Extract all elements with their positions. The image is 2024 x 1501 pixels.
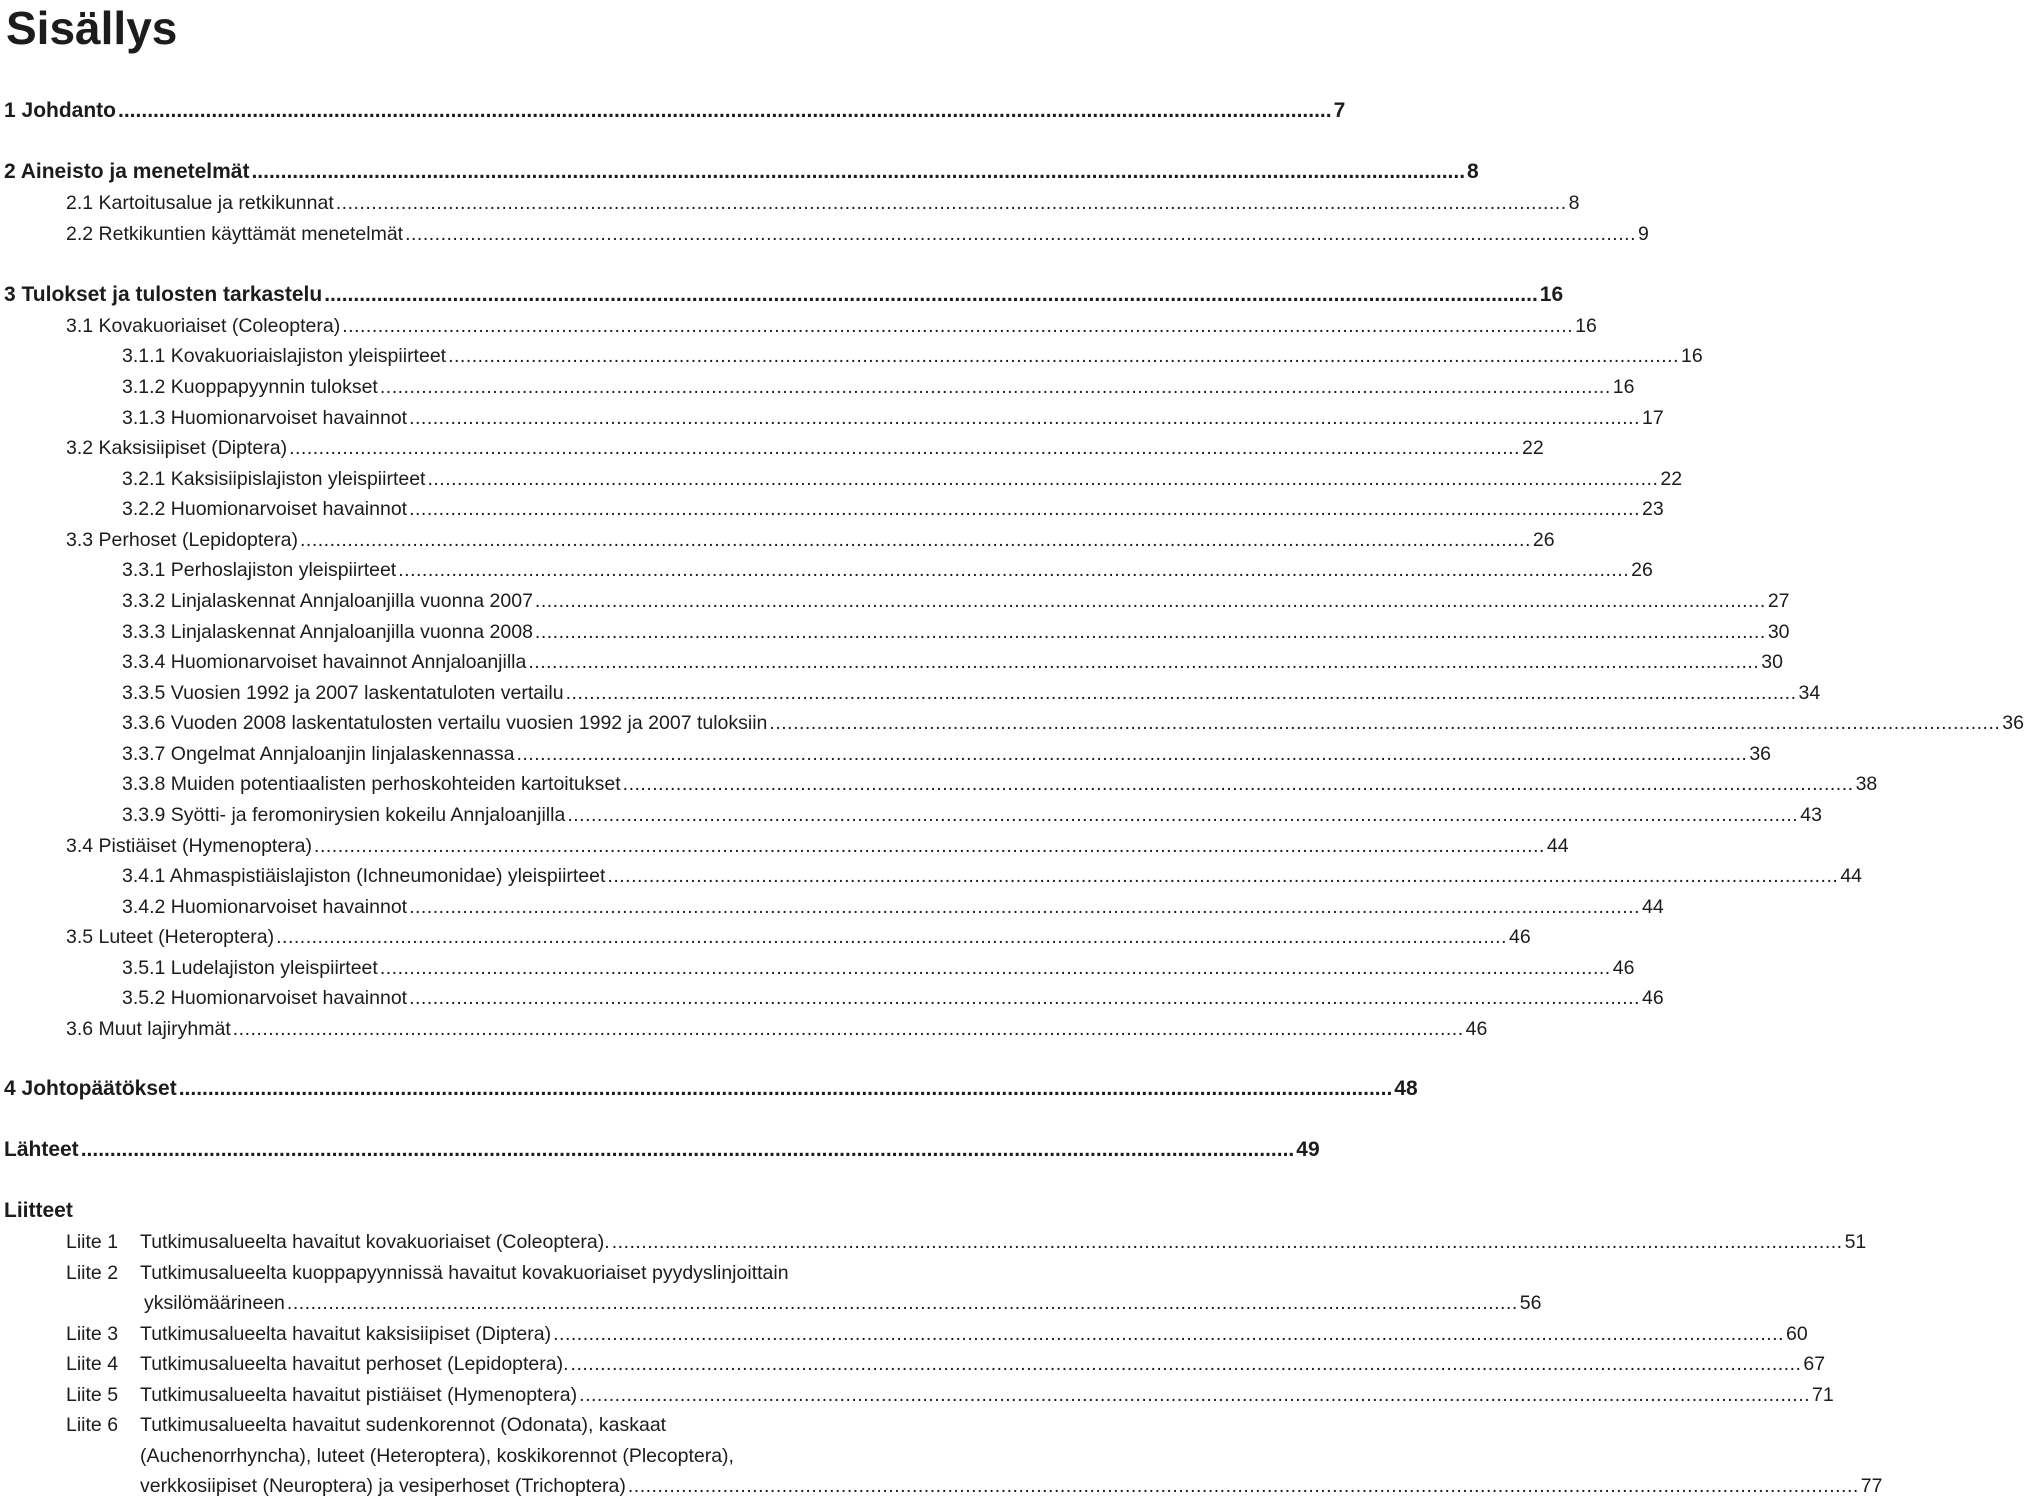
toc-entry-title: 3.3.2 Linjalaskennat Annjaloanjilla vuonna 2007 [122,590,533,612]
toc-entry[interactable] [122,555,1653,585]
toc-entry-page: 36 [1749,743,1772,765]
toc-leader-dots: ................................................................................................................................................................................................................ [409,896,1640,918]
toc-entry-title: 3 Tulokset ja tulosten tarkastelu [4,283,323,306]
toc-leader-dots: ................................................................................................................................................................................................................ [335,192,1567,214]
toc-entry-page: 23 [1641,498,1664,520]
appendix-entry[interactable] [66,1319,1808,1349]
toc-entry[interactable] [122,892,1664,922]
appendix-entry[interactable] [140,1471,1883,1501]
toc-leader-dots: ................................................................................................................................................................................................................ [567,804,1799,826]
toc-leader-dots: ................................................................................................................................................................................................................ [579,1384,1811,1406]
toc-leader-dots: ................................................................................................................................................................................................................ [448,345,1679,367]
toc-entry-page: 44 [1546,835,1569,857]
toc-entry-title: 3.5.2 Huomionarvoiset havainnot [122,987,408,1009]
toc-entry[interactable] [4,1074,1418,1104]
toc-entry-page: 22 [1521,437,1544,459]
toc-entry-page: 16 [1539,283,1564,306]
toc-entry-page: 26 [1532,529,1555,551]
toc-entry-title: 3.3.6 Vuoden 2008 laskentatulosten vertailu vuosien 1992 ja 2007 tuloksiin [122,712,768,734]
appendix-title: Tutkimusalueelta kuoppapyynnissä havaitut kovakuoriaiset pyydyslinjoittain [140,1262,789,1284]
appendix-entry[interactable] [66,1227,1867,1257]
toc-entry[interactable] [66,1014,1488,1044]
toc-leader-dots: ................................................................................................................................................................................................................ [118,99,1332,122]
appendix-entry[interactable] [66,1349,1826,1379]
toc-leader-dots: ................................................................................................................................................................................................................ [534,590,1766,612]
toc-entry-title: 2.2 Retkikuntien käyttämät menetelmät [66,223,404,245]
toc-entry[interactable] [122,739,1772,769]
toc-entry-page: 8 [1467,160,1479,183]
toc-leader-dots: ................................................................................................................................................................................................................ [289,437,1520,459]
toc-entry-title: 3.2 Kaksisiipiset (Diptera) [66,437,288,459]
appendix-title-continued: verkkosiipiset (Neuroptera) ja vesiperhoset (Trichoptera) [140,1475,626,1497]
appendix-title: Tutkimusalueelta havaitut perhoset (Lepidoptera). [140,1353,569,1375]
appendix-entry-first-line[interactable] [66,1410,666,1440]
toc-leader-dots: ................................................................................................................................................................................................................ [379,957,1611,979]
toc-entry[interactable] [122,372,1635,402]
toc-entry[interactable] [122,800,1822,830]
toc-entry[interactable] [66,525,1555,555]
toc-leader-dots: ................................................................................................................................................................................................................ [251,160,1466,183]
toc-entry[interactable] [122,678,1821,708]
appendix-label: Liite 5 [66,1384,119,1406]
toc-entry-title: 4 Johtopäätökset [4,1077,177,1100]
toc-entry-title: 3.3.4 Huomionarvoiset havainnot Annjaloanjilla [122,651,527,673]
toc-entry-page: 9 [1637,223,1649,245]
toc-leader-dots: ................................................................................................................................................................................................................ [405,223,1636,245]
appendix-title-continued: yksilömäärineen [144,1292,285,1314]
toc-leader-dots: ................................................................................................................................................................................................................ [627,1475,1859,1497]
toc-entry[interactable] [66,188,1580,218]
toc-entry-title: 3.3.7 Ongelmat Annjaloanjin linjalaskennassa [122,743,515,765]
toc-leader-dots: ................................................................................................................................................................................................................ [622,773,1854,795]
toc-leader-dots: ................................................................................................................................................................................................................ [409,407,1640,429]
toc-leader-dots: ................................................................................................................................................................................................................ [232,1018,1464,1040]
toc-leader-dots: ................................................................................................................................................................................................................ [528,651,1760,673]
toc-entry[interactable] [122,464,1683,494]
toc-entry-page: 26 [1631,559,1653,581]
toc-entry-title: 1 Johdanto [4,99,117,122]
toc-entry[interactable] [66,831,1569,861]
toc-entry-title: Lähteet [4,1138,79,1161]
toc-leader-dots: ................................................................................................................................................................................................................ [611,1231,1843,1253]
toc-entry-title: 3.3.1 Perhoslajiston yleispiirteet [122,559,397,581]
toc-entry-page: 17 [1641,407,1664,429]
toc-entry-page: 27 [1767,590,1790,612]
toc-entry-title: 2.1 Kartoitusalue ja retkikunnat [66,192,334,214]
toc-entry-title: 3.4 Pistiäiset (Hymenoptera) [66,835,313,857]
toc-entry-page: 46 [1641,987,1664,1009]
appendix-title: Tutkimusalueelta havaitut kovakuoriaiset (Coleoptera). [140,1231,610,1253]
toc-entry-page: 30 [1767,621,1790,643]
appendix-title: Tutkimusalueelta havaitut kaksisiipiset (Diptera) [140,1323,552,1345]
appendix-label: Liite 1 [66,1231,119,1253]
toc-entry-title: 3.3.3 Linjalaskennat Annjaloanjilla vuonna 2008 [122,621,533,643]
toc-entry-page: 49 [1296,1138,1320,1161]
appendix-entry-middle-line [140,1441,734,1471]
appendix-page: 60 [1786,1323,1808,1345]
toc-entry[interactable] [66,311,1597,341]
appendix-entry[interactable] [144,1288,1542,1318]
toc-entry-title: 3.1 Kovakuoriaiset (Coleoptera) [66,315,341,337]
toc-leader-dots: ................................................................................................................................................................................................................ [565,682,1797,704]
appendix-label: Liite 6 [66,1414,119,1436]
toc-leader-dots: ................................................................................................................................................................................................................ [534,621,1766,643]
toc-entry[interactable] [122,983,1664,1013]
toc-leader-dots: ................................................................................................................................................................................................................ [379,376,1611,398]
appendix-label: Liite 2 [66,1262,119,1284]
toc-entry-title: 3.2.2 Huomionarvoiset havainnot [122,498,408,520]
appendix-entry[interactable] [66,1380,1834,1410]
toc-entry-title: 3.5 Luteet (Heteroptera) [66,926,275,948]
toc-leader-dots: ................................................................................................................................................................................................................ [570,1353,1802,1375]
toc-entry-title: 2 Aineisto ja menetelmät [4,160,250,183]
toc-leader-dots: ................................................................................................................................................................................................................ [409,987,1640,1009]
toc-entry-page: 30 [1761,651,1783,673]
toc-entry-page: 16 [1575,315,1597,337]
toc-entry-page: 46 [1465,1018,1488,1040]
toc-entry-page: 34 [1798,682,1821,704]
page-title: Sisällys [6,2,178,54]
toc-entry[interactable] [122,769,1878,799]
toc-entry-page: 46 [1509,926,1531,948]
toc-leader-dots: ................................................................................................................................................................................................................ [409,498,1640,520]
toc-leader-dots: ................................................................................................................................................................................................................ [398,559,1630,581]
appendix-page: 71 [1812,1384,1834,1406]
toc-entry-page: 36 [2002,712,2024,734]
toc-entry[interactable] [4,280,1564,310]
appendix-label: Liite 4 [66,1353,119,1375]
toc-entry[interactable] [66,922,1531,952]
toc-entry[interactable] [122,647,1783,677]
toc-entry-title: 3.1.1 Kovakuoriaislajiston yleispiirteet [122,345,447,367]
appendix-title-continued: (Auchenorrhyncha), luteet (Heteroptera), koskikorennot (Plecoptera), [140,1445,734,1467]
toc-leader-dots: ................................................................................................................................................................................................................ [324,283,1538,306]
appendix-label: Liite 3 [66,1323,119,1345]
toc-entry-page: 7 [1333,99,1346,122]
toc-entry[interactable] [122,586,1790,616]
toc-entry[interactable] [66,219,1649,249]
toc-leader-dots: ................................................................................................................................................................................................................ [276,926,1508,948]
toc-entry-title: 3.6 Muut lajiryhmät [66,1018,231,1040]
appendix-page: 56 [1519,1292,1542,1314]
toc-leader-dots: ................................................................................................................................................................................................................ [607,865,1839,887]
toc-entry-page: 46 [1612,957,1635,979]
appendix-title: Tutkimusalueelta havaitut sudenkorennot (Odonata), kaskaat [140,1414,667,1436]
toc-leader-dots: ................................................................................................................................................................................................................ [516,743,1748,765]
toc-entry[interactable] [122,403,1664,433]
toc-entry[interactable] [122,617,1790,647]
toc-entry-title: 3.3.5 Vuosien 1992 ja 2007 laskentatuloten vertailu [122,682,564,704]
toc-entry[interactable] [4,1135,1320,1165]
toc-entry-page: 48 [1394,1077,1418,1100]
toc-leader-dots: ................................................................................................................................................................................................................ [80,1138,1295,1161]
toc-entry[interactable] [122,708,2024,738]
toc-leader-dots: ................................................................................................................................................................................................................ [178,1077,1393,1100]
appendix-page: 51 [1844,1231,1867,1253]
appendix-page: 77 [1860,1475,1883,1497]
toc-entry[interactable] [4,96,1346,126]
appendix-entry-first-line[interactable] [66,1258,789,1288]
toc-entry-page: 38 [1855,773,1878,795]
toc-leader-dots: ................................................................................................................................................................................................................ [299,529,1531,551]
toc-entry-page: 8 [1568,192,1580,214]
appendix-page: 67 [1803,1353,1826,1375]
toc-entry[interactable] [122,341,1703,371]
toc-leader-dots: ................................................................................................................................................................................................................ [769,712,2001,734]
toc-entry-title: 3.3 Perhoset (Lepidoptera) [66,529,298,551]
toc-entry-title: 3.5.1 Ludelajiston yleispiirteet [122,957,378,979]
toc-entry-page: 44 [1641,896,1664,918]
appendix-title: Tutkimusalueelta havaitut pistiäiset (Hymenoptera) [140,1384,578,1406]
toc-entry-title: 3.2.1 Kaksisiipislajiston yleispiirteet [122,468,426,490]
toc-leader-dots: ................................................................................................................................................................................................................ [286,1292,1518,1314]
toc-entry-title: 3.4.1 Ahmaspistiäislajiston (Ichneumonidae) yleispiirteet [122,865,606,887]
toc-entry-page: 16 [1680,345,1703,367]
toc-leader-dots: ................................................................................................................................................................................................................ [342,315,1574,337]
toc-entry[interactable] [122,494,1664,524]
toc-entry-title: 3.1.2 Kuoppapyynnin tulokset [122,376,378,398]
toc-entry-page: 44 [1840,865,1863,887]
toc-entry-page: 16 [1612,376,1635,398]
toc-entry[interactable] [122,953,1635,983]
toc-leader-dots: ................................................................................................................................................................................................................ [427,468,1659,490]
appendix-heading: Liitteet [4,1199,73,1222]
toc-entry[interactable] [122,861,1863,891]
toc-entry-title: 3.3.9 Syötti- ja feromonirysien kokeilu Annjaloanjilla [122,804,566,826]
toc-entry-title: 3.1.3 Huomionarvoiset havainnot [122,407,408,429]
toc-entry[interactable] [4,157,1479,187]
toc-leader-dots: ................................................................................................................................................................................................................ [553,1323,1784,1345]
toc-entry-title: 3.4.2 Huomionarvoiset havainnot [122,896,408,918]
toc-leader-dots: ................................................................................................................................................................................................................ [314,835,1545,857]
toc-entry-page: 22 [1660,468,1683,490]
toc-entry[interactable] [66,433,1544,463]
toc-entry-title: 3.3.8 Muiden potentiaalisten perhoskohteiden kartoitukset [122,773,621,795]
toc-entry-page: 43 [1800,804,1822,826]
